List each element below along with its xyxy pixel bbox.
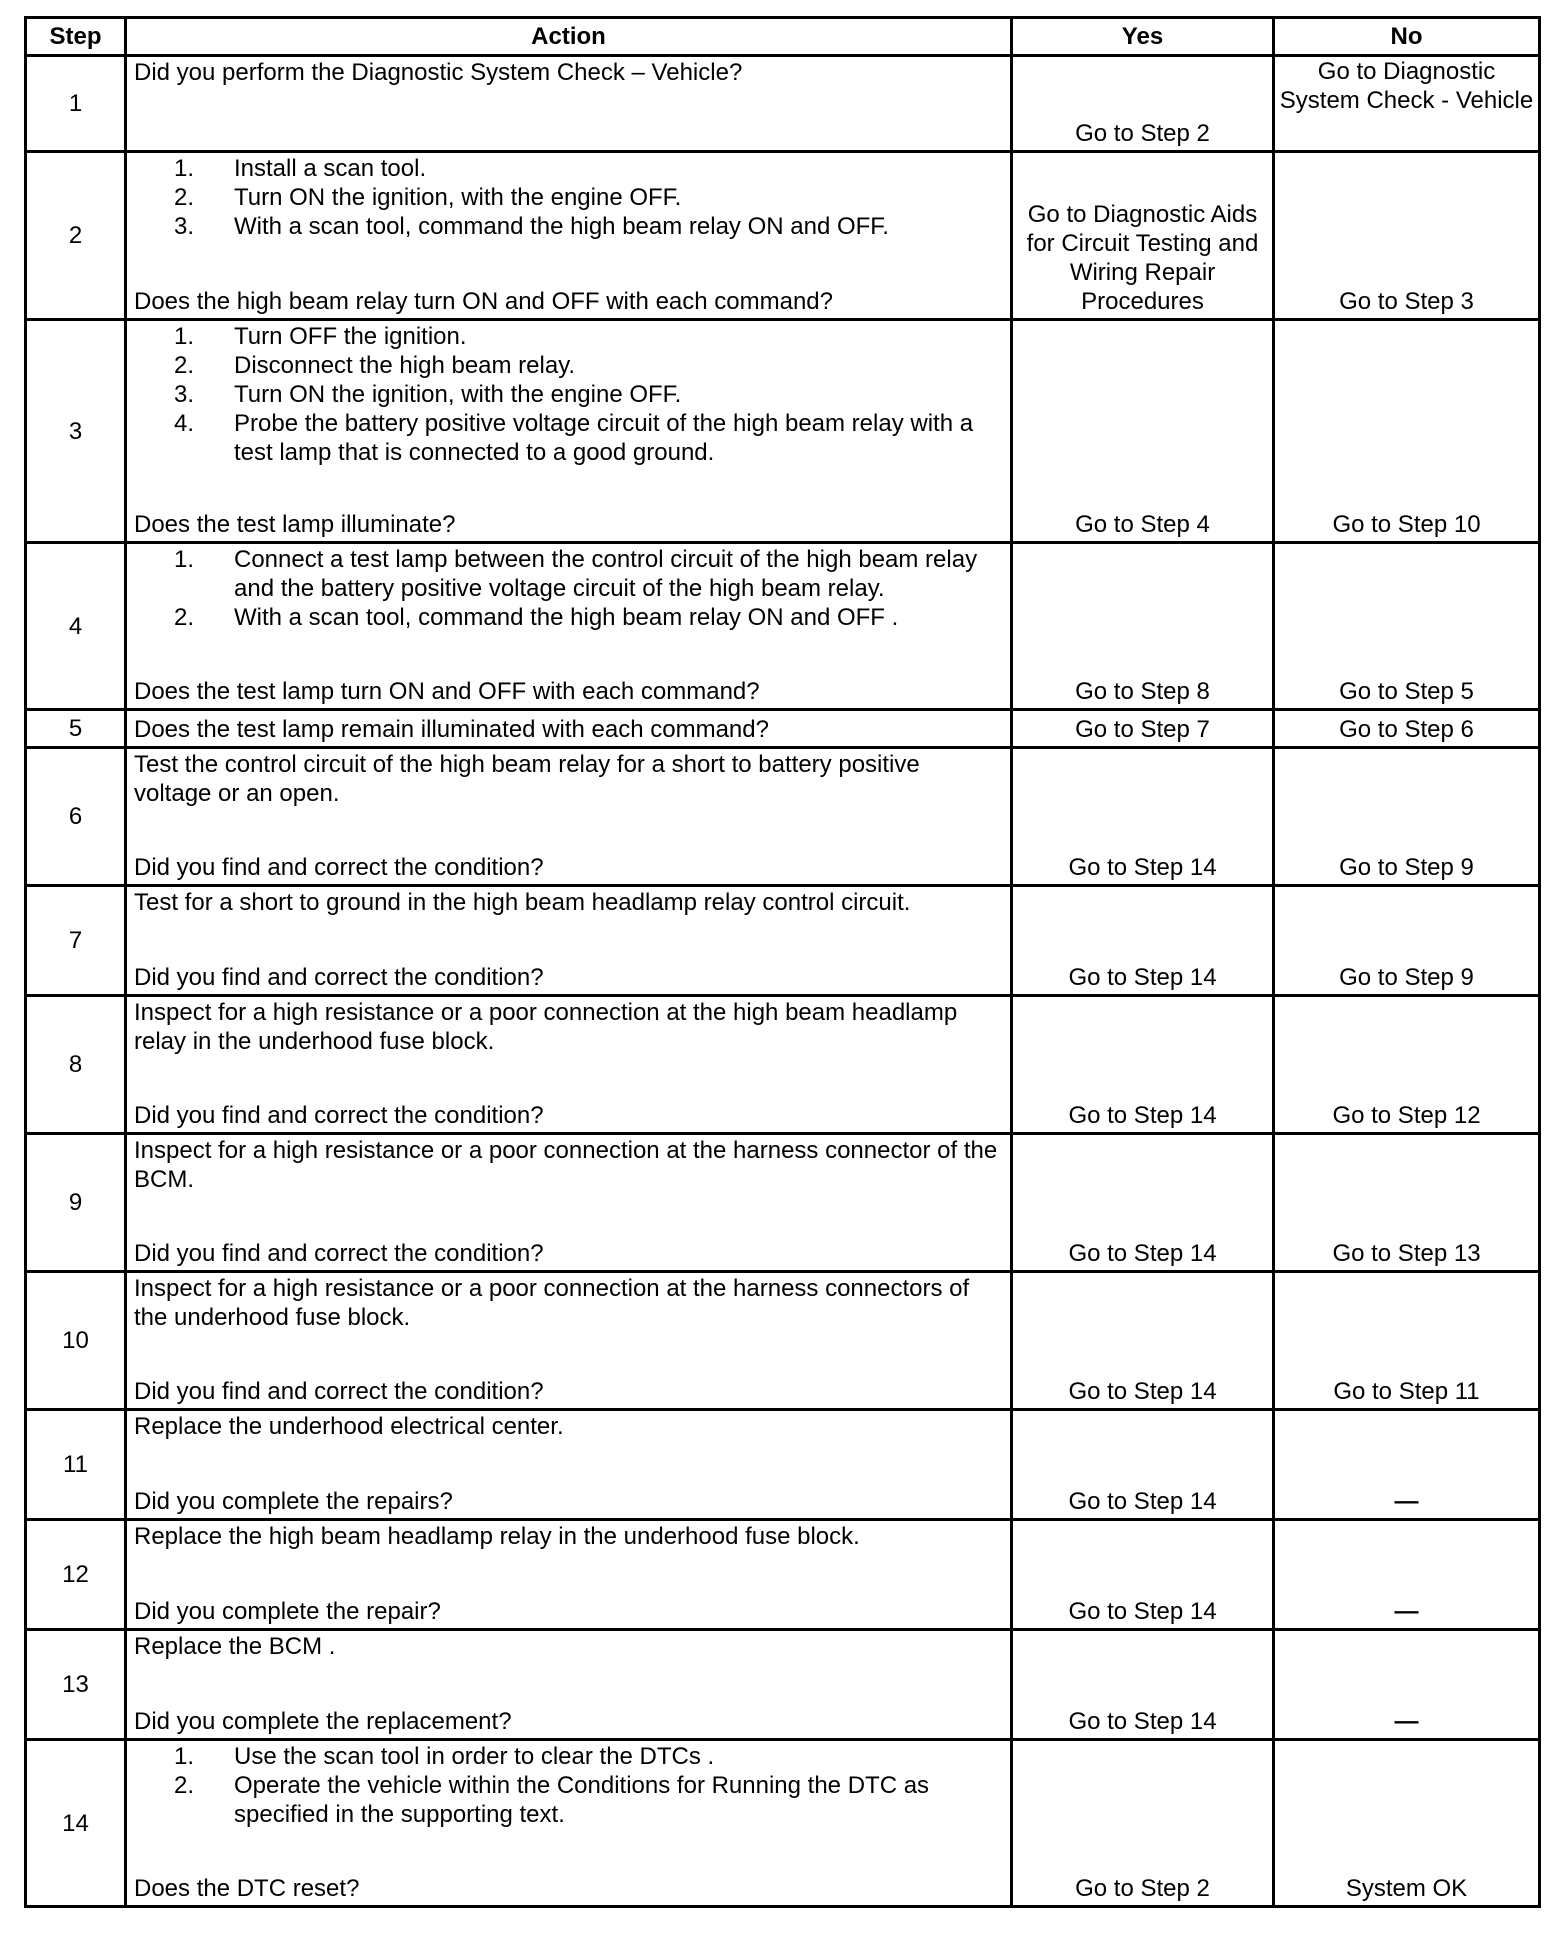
yes-outcome: Go to Step 4 (1012, 320, 1274, 543)
header-step: Step (26, 18, 126, 56)
step-number: 7 (26, 886, 126, 996)
sub-step-item (134, 409, 1002, 467)
sub-step-list (134, 545, 1002, 632)
sub-step-text: Turn OFF the ignition. (234, 323, 467, 350)
sub-step-text: Probe the battery positive voltage circuit of the high beam relay with a test lamp that is connected to a good ground. (234, 410, 974, 466)
table-row (26, 320, 1540, 543)
table-row (26, 1272, 1540, 1410)
table-row (26, 1520, 1540, 1630)
no-outcome: — (1274, 1630, 1540, 1740)
action-cell (126, 1272, 1012, 1410)
no-outcome: Go to Step 12 (1274, 996, 1540, 1134)
action-content (134, 888, 1002, 992)
yes-outcome: Go to Step 14 (1012, 1520, 1274, 1630)
action-question: Does the test lamp illuminate? (134, 511, 456, 538)
diagnostic-table (24, 16, 1541, 1908)
sub-step-number: 1. (173, 546, 194, 573)
action-content (134, 1274, 1002, 1406)
action-content (134, 712, 1002, 744)
action-content (134, 750, 1002, 882)
action-cell (126, 320, 1012, 543)
action-instructions (134, 1274, 1002, 1332)
action-text: Replace the underhood electrical center. (134, 1413, 564, 1440)
action-instructions (134, 1522, 1002, 1551)
no-outcome: Go to Step 3 (1274, 152, 1540, 320)
no-outcome: Go to Step 9 (1274, 748, 1540, 886)
action-question: Did you find and correct the condition? (134, 964, 544, 991)
header-row (26, 18, 1540, 56)
action-question: Did you find and correct the condition? (134, 1102, 544, 1129)
sub-step-item (134, 603, 1002, 632)
sub-step-list (134, 154, 1002, 241)
sub-step-item (134, 212, 1002, 241)
action-text: Test the control circuit of the high beam relay for a short to battery positive voltage or an open. (134, 751, 920, 807)
header-action: Action (126, 18, 1012, 56)
action-instructions (134, 1136, 1002, 1194)
sub-step-number: 3. (173, 381, 194, 408)
no-outcome: — (1274, 1520, 1540, 1630)
yes-outcome: Go to Step 8 (1012, 543, 1274, 710)
sub-step-number: 1. (173, 323, 194, 350)
no-outcome: — (1274, 1410, 1540, 1520)
action-text: Did you perform the Diagnostic System Check – Vehicle? (134, 59, 743, 86)
table-row (26, 1740, 1540, 1907)
action-question: Did you find and correct the condition? (134, 854, 544, 881)
table-row (26, 543, 1540, 710)
step-number: 5 (26, 710, 126, 748)
action-text: Replace the high beam headlamp relay in the underhood fuse block. (134, 1523, 860, 1550)
step-number: 11 (26, 1410, 126, 1520)
action-text: Inspect for a high resistance or a poor connection at the harness connectors of the underhood fuse block. (134, 1275, 970, 1331)
sub-step-number: 2. (173, 604, 194, 631)
sub-step-number: 1. (173, 1743, 194, 1770)
action-content (134, 1412, 1002, 1516)
action-question: Did you complete the replacement? (134, 1708, 512, 1735)
sub-step-list (134, 1742, 1002, 1829)
yes-outcome: Go to Step 14 (1012, 886, 1274, 996)
sub-step-item (134, 351, 1002, 380)
no-outcome: System OK (1274, 1740, 1540, 1907)
action-content (134, 58, 1002, 148)
no-outcome: Go to Step 13 (1274, 1134, 1540, 1272)
action-text: Inspect for a high resistance or a poor connection at the high beam headlamp relay in the underhood fuse block. (134, 999, 958, 1055)
header-no: No (1274, 18, 1540, 56)
table-row (26, 152, 1540, 320)
sub-step-item (134, 545, 1002, 603)
sub-step-item (134, 1771, 1002, 1829)
sub-step-item (134, 183, 1002, 212)
action-question: Did you find and correct the condition? (134, 1378, 544, 1405)
action-cell (126, 152, 1012, 320)
yes-outcome: Go to Step 2 (1012, 1740, 1274, 1907)
action-question: Did you complete the repairs? (134, 1488, 453, 1515)
sub-step-list (134, 322, 1002, 467)
action-instructions (134, 888, 1002, 917)
action-question: Did you find and correct the condition? (134, 1240, 544, 1267)
sub-step-item (134, 154, 1002, 183)
table-row (26, 1410, 1540, 1520)
no-outcome: Go to Step 10 (1274, 320, 1540, 543)
no-outcome: Go to Step 9 (1274, 886, 1540, 996)
action-content (134, 1632, 1002, 1736)
step-number: 4 (26, 543, 126, 710)
action-cell (126, 1410, 1012, 1520)
yes-outcome: Go to Step 14 (1012, 1134, 1274, 1272)
step-number: 6 (26, 748, 126, 886)
table-row (26, 56, 1540, 152)
action-cell (126, 1630, 1012, 1740)
action-cell (126, 543, 1012, 710)
no-outcome: Go to Step 11 (1274, 1272, 1540, 1410)
action-instructions (134, 322, 1002, 467)
no-outcome: Go to Diagnostic System Check - Vehicle (1274, 56, 1540, 152)
action-question: Does the high beam relay turn ON and OFF with each command? (134, 288, 833, 315)
action-instructions (134, 1412, 1002, 1441)
yes-outcome: Go to Step 14 (1012, 748, 1274, 886)
sub-step-text: Connect a test lamp between the control circuit of the high beam relay and the battery positive voltage circuit of the high beam relay. (234, 546, 978, 602)
sub-step-item (134, 1742, 1002, 1771)
step-number: 10 (26, 1272, 126, 1410)
action-content (134, 998, 1002, 1130)
sub-step-text: Disconnect the high beam relay. (234, 352, 576, 379)
action-question: Does the test lamp turn ON and OFF with each command? (134, 678, 760, 705)
action-cell (126, 886, 1012, 996)
table-body (26, 56, 1540, 1907)
action-content (134, 1522, 1002, 1626)
action-cell (126, 996, 1012, 1134)
action-instructions (134, 998, 1002, 1056)
step-number: 13 (26, 1630, 126, 1740)
sub-step-text: Operate the vehicle within the Conditions for Running the DTC as specified in the supporting text. (234, 1772, 930, 1828)
sub-step-item (134, 322, 1002, 351)
sub-step-text: Install a scan tool. (234, 155, 427, 182)
action-cell (126, 56, 1012, 152)
sub-step-number: 3. (173, 213, 194, 240)
sub-step-text: Turn ON the ignition, with the engine OFF. (234, 381, 682, 408)
table-row (26, 1630, 1540, 1740)
action-cell (126, 1520, 1012, 1630)
action-cell (126, 1134, 1012, 1272)
no-outcome: Go to Step 6 (1274, 710, 1540, 748)
sub-step-text: With a scan tool, command the high beam relay ON and OFF. (234, 213, 889, 240)
table-row (26, 996, 1540, 1134)
step-number: 3 (26, 320, 126, 543)
step-number: 2 (26, 152, 126, 320)
table-row (26, 1134, 1540, 1272)
action-text: Inspect for a high resistance or a poor connection at the harness connector of the BCM. (134, 1137, 998, 1193)
action-content (134, 154, 1002, 316)
yes-outcome: Go to Diagnostic Aids for Circuit Testing and Wiring Repair Procedures (1012, 152, 1274, 320)
action-instructions (134, 750, 1002, 808)
sub-step-number: 2. (173, 352, 194, 379)
yes-outcome: Go to Step 14 (1012, 1272, 1274, 1410)
sub-step-text: Turn ON the ignition, with the engine OFF. (234, 184, 682, 211)
table-row (26, 748, 1540, 886)
action-text: Test for a short to ground in the high beam headlamp relay control circuit. (134, 889, 911, 916)
action-cell (126, 748, 1012, 886)
sub-step-number: 2. (173, 1772, 194, 1799)
table-row (26, 886, 1540, 996)
action-content (134, 322, 1002, 539)
action-text: Replace the BCM . (134, 1633, 336, 1660)
yes-outcome: Go to Step 14 (1012, 1410, 1274, 1520)
yes-outcome: Go to Step 14 (1012, 1630, 1274, 1740)
step-number: 12 (26, 1520, 126, 1630)
step-number: 14 (26, 1740, 126, 1907)
table-row (26, 710, 1540, 748)
sub-step-item (134, 380, 1002, 409)
action-instructions (134, 58, 1002, 87)
yes-outcome: Go to Step 2 (1012, 56, 1274, 152)
action-instructions (134, 1632, 1002, 1661)
sub-step-number: 4. (173, 410, 194, 437)
action-cell (126, 710, 1012, 748)
yes-outcome: Go to Step 7 (1012, 710, 1274, 748)
action-instructions (134, 545, 1002, 632)
action-content (134, 1136, 1002, 1268)
action-content (134, 545, 1002, 706)
step-number: 9 (26, 1134, 126, 1272)
action-instructions (134, 1742, 1002, 1829)
sub-step-text: Use the scan tool in order to clear the DTCs . (234, 1743, 715, 1770)
action-cell (126, 1740, 1012, 1907)
action-question: Does the test lamp remain illuminated with each command? (134, 716, 769, 743)
yes-outcome: Go to Step 14 (1012, 996, 1274, 1134)
sub-step-number: 1. (173, 155, 194, 182)
step-number: 1 (26, 56, 126, 152)
action-question: Did you complete the repair? (134, 1598, 441, 1625)
action-instructions (134, 154, 1002, 241)
action-question: Does the DTC reset? (134, 1875, 360, 1902)
sub-step-number: 2. (173, 184, 194, 211)
sub-step-text: With a scan tool, command the high beam relay ON and OFF . (234, 604, 899, 631)
no-outcome: Go to Step 5 (1274, 543, 1540, 710)
header-yes: Yes (1012, 18, 1274, 56)
step-number: 8 (26, 996, 126, 1134)
action-content (134, 1742, 1002, 1903)
